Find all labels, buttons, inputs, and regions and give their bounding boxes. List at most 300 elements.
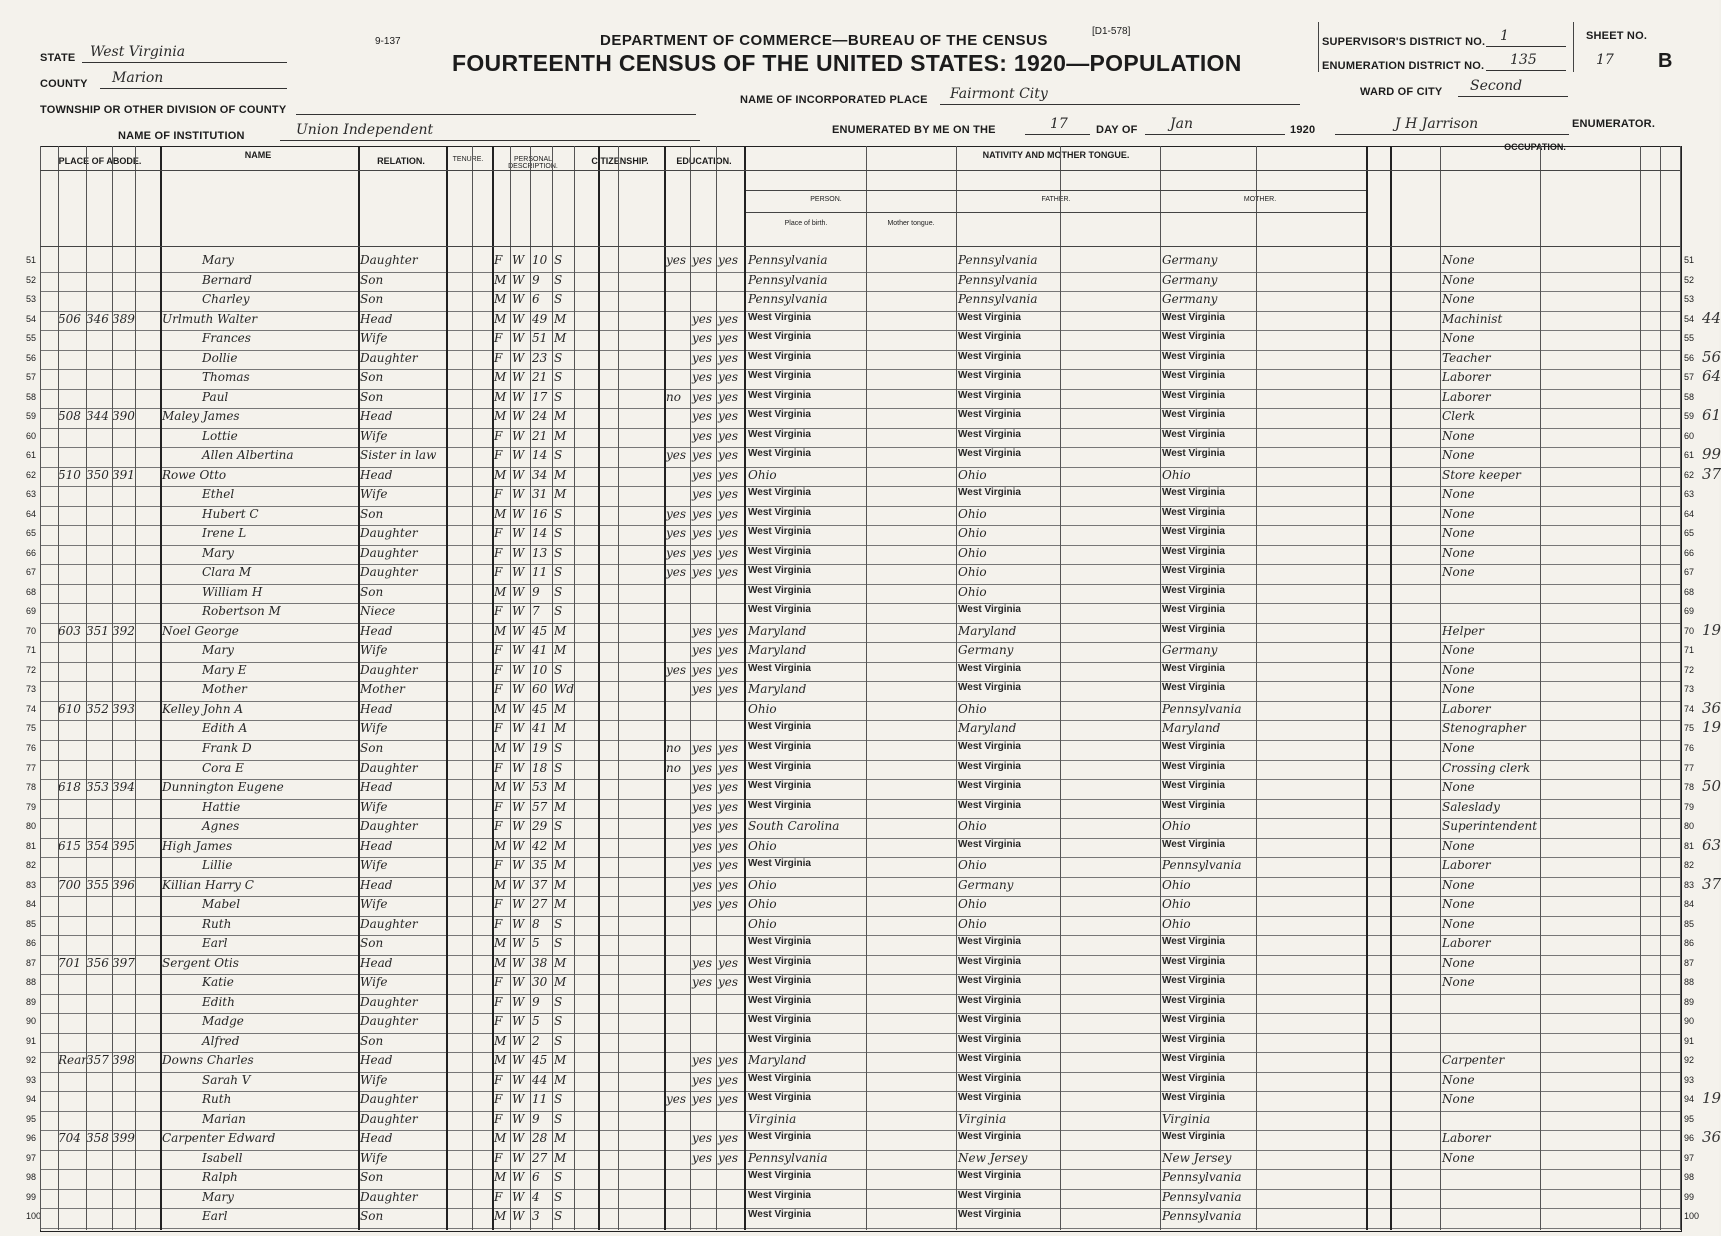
cell-f-birth: West Virginia (958, 799, 1021, 811)
cell-m-birth: West Virginia (1162, 311, 1225, 323)
cell-f-birth: Ohio (958, 858, 987, 873)
cell-m-birth: West Virginia (1162, 1014, 1225, 1026)
cell-m-birth: West Virginia (1162, 487, 1225, 499)
form-code: [D1-578] (1092, 26, 1131, 37)
cell-marital: M (554, 623, 567, 638)
cell-read: yes (692, 662, 713, 677)
enumerated-label: ENUMERATED BY ME ON THE (832, 124, 996, 136)
line-number-left: 81 (26, 840, 37, 851)
cell-occupation: Laborer (1442, 936, 1491, 951)
cell-f-birth: West Virginia (958, 409, 1021, 421)
line-number-right: 95 (1684, 1113, 1695, 1124)
line-number-right: 75 (1684, 723, 1695, 734)
cell-relation: Head (360, 623, 393, 638)
cell-dwelling: 344 (86, 409, 109, 424)
line-number-right: 89 (1684, 996, 1695, 1007)
cell-write: yes (718, 1150, 739, 1165)
cell-age: 17 (532, 389, 548, 404)
cell-sex: F (494, 994, 503, 1009)
cell-read: yes (692, 409, 713, 424)
line-number-left: 97 (26, 1152, 37, 1163)
cell-birth: West Virginia (748, 662, 811, 674)
cell-age: 23 (532, 350, 548, 365)
line-number-left: 91 (26, 1035, 37, 1046)
cell-name: Downs Charles (162, 1053, 254, 1068)
cell-f-birth: West Virginia (958, 350, 1021, 362)
line-number-right: 86 (1684, 938, 1695, 949)
cell-race: W (512, 1092, 525, 1107)
cell-f-birth: West Virginia (958, 311, 1021, 323)
cell-m-birth: Germany (1162, 272, 1218, 287)
cell-name: Mary (202, 643, 234, 658)
cell-relation: Daughter (360, 1092, 418, 1107)
cell-occupation: None (1442, 643, 1475, 658)
cell-write: yes (718, 799, 739, 814)
cell-read: yes (692, 780, 713, 795)
line-number-right: 64 (1684, 508, 1695, 519)
cell-read: yes (692, 955, 713, 970)
group-place-of-abode: PLACE OF ABODE. (58, 156, 142, 166)
cell-relation: Daughter (360, 1014, 418, 1029)
cell-birth: West Virginia (748, 1189, 811, 1201)
line-number-left: 63 (26, 489, 37, 500)
cell-m-birth: West Virginia (1162, 780, 1225, 792)
line-number-right: 93 (1684, 1074, 1695, 1085)
line-number-right: 58 (1684, 391, 1695, 402)
cell-relation: Head (360, 701, 393, 716)
cell-sex: F (494, 1111, 503, 1126)
line-number-right: 57 (1684, 372, 1695, 383)
line-number-left: 95 (26, 1113, 37, 1124)
cell-sex: F (494, 1150, 503, 1165)
cell-name: Katie (202, 975, 234, 990)
cell-marital: M (554, 409, 567, 424)
cell-school: yes (666, 1092, 687, 1107)
cell-birth: Virginia (748, 1111, 797, 1126)
cell-occupation: Laborer (1442, 858, 1491, 873)
cell-write: yes (718, 741, 739, 755)
cell-marital: M (554, 331, 567, 346)
cell-name: Paul (202, 389, 229, 404)
line-number-right: 52 (1684, 274, 1695, 285)
county-label: COUNTY (40, 78, 88, 90)
cell-sex: M (494, 1209, 507, 1224)
cell-race: W (512, 1150, 525, 1165)
cell-f-birth: Maryland (958, 721, 1017, 736)
cell-name: Lottie (202, 428, 238, 443)
cell-age: 6 (532, 292, 540, 307)
enum-district-value: 135 (1510, 52, 1537, 68)
cell-f-birth: West Virginia (958, 1189, 1021, 1201)
cell-name: Mary E (202, 662, 247, 677)
line-number-right: 56 (1684, 352, 1695, 363)
cell-m-birth: West Virginia (1162, 1131, 1225, 1143)
cell-marital: S (554, 760, 563, 775)
cell-write: yes (718, 487, 739, 502)
cell-birth: West Virginia (748, 975, 811, 987)
cell-birth: Maryland (748, 1053, 807, 1068)
cell-sex: M (494, 877, 507, 892)
cell-race: W (512, 1189, 525, 1204)
cell-marital: M (554, 897, 567, 912)
cell-race: W (512, 565, 525, 580)
cell-name: Ethel (202, 487, 235, 502)
cell-m-birth: Virginia (1162, 1111, 1211, 1126)
line-number-right: 65 (1684, 528, 1695, 539)
institution-value: Union Independent (296, 122, 434, 138)
cell-m-birth: West Virginia (1162, 799, 1225, 811)
cell-race: W (512, 955, 525, 970)
cell-race: W (512, 253, 525, 267)
line-number-left: 64 (26, 508, 37, 519)
cell-sex: F (494, 1014, 503, 1029)
line-number-right: 71 (1684, 645, 1695, 656)
cell-name: Noel George (162, 623, 239, 638)
cell-read: yes (692, 428, 713, 443)
cell-read: yes (692, 565, 713, 580)
cell-name: Isabell (202, 1150, 243, 1165)
cell-birth: West Virginia (748, 350, 811, 362)
cell-relation: Wife (360, 858, 388, 873)
cell-occupation: None (1442, 506, 1475, 521)
cell-name: Mother (202, 682, 247, 697)
line-number-right: 70 (1684, 625, 1695, 636)
cell-marital: S (554, 292, 563, 307)
cell-m-birth: West Virginia (1162, 545, 1225, 557)
cell-race: W (512, 389, 525, 404)
cell-sex: F (494, 897, 503, 912)
cell-birth: West Virginia (748, 955, 811, 967)
cell-relation: Wife (360, 643, 388, 658)
cell-sex: M (494, 389, 507, 404)
cell-school: yes (666, 565, 687, 580)
cell-f-birth: West Virginia (958, 1092, 1021, 1104)
cell-relation: Wife (360, 897, 388, 912)
cell-sex: F (494, 975, 503, 990)
cell-write: yes (718, 1131, 739, 1146)
cell-f-birth: Germany (958, 877, 1014, 892)
cell-f-birth: West Virginia (958, 604, 1021, 616)
line-number-right: 62 (1684, 469, 1695, 480)
cell-age: 31 (532, 487, 548, 502)
cell-age: 42 (532, 838, 548, 853)
cell-relation: Head (360, 877, 393, 892)
line-number-left: 76 (26, 743, 37, 753)
cell-occupation: None (1442, 955, 1475, 970)
cell-occupation: Carpenter (1442, 1053, 1505, 1068)
cell-house: 506 (58, 311, 81, 326)
cell-sex: F (494, 545, 503, 560)
cell-school: no (666, 741, 681, 755)
cell-f-birth: West Virginia (958, 1131, 1021, 1143)
cell-f-birth: Virginia (958, 1111, 1007, 1126)
cell-f-birth: Pennsylvania (958, 253, 1038, 267)
cell-age: 9 (532, 994, 540, 1009)
cell-marital: S (554, 1209, 563, 1224)
cell-marital: S (554, 1092, 563, 1107)
cell-marital: S (554, 389, 563, 404)
cell-write: yes (718, 1053, 739, 1068)
line-number-right: 68 (1684, 586, 1695, 597)
cell-relation: Head (360, 955, 393, 970)
cell-marital: M (554, 721, 567, 736)
cell-name: Ralph (202, 1170, 238, 1185)
cell-m-birth: West Virginia (1162, 448, 1225, 460)
cell-m-birth: West Virginia (1162, 936, 1225, 948)
cell-name: Cora E (202, 760, 244, 775)
side-margin-number: 19 (1702, 1089, 1721, 1108)
line-number-right: 81 (1684, 840, 1695, 851)
cell-age: 13 (532, 545, 548, 560)
cell-relation: Son (360, 272, 384, 287)
cell-occupation: None (1442, 1092, 1475, 1107)
cell-birth: West Virginia (748, 994, 811, 1006)
supervisor-label: SUPERVISOR'S DISTRICT NO. (1322, 36, 1486, 48)
cell-sex: M (494, 1053, 507, 1068)
cell-race: W (512, 272, 525, 287)
cell-birth: West Virginia (748, 428, 811, 440)
line-number-right: 91 (1684, 1035, 1695, 1046)
cell-race: W (512, 1209, 525, 1224)
cell-name: Urlmuth Walter (162, 311, 258, 326)
cell-name: Dunnington Eugene (162, 780, 284, 795)
group-tenure: TENURE. (452, 156, 484, 163)
cell-m-birth: New Jersey (1162, 1150, 1232, 1165)
cell-race: W (512, 994, 525, 1009)
line-number-left: 66 (26, 547, 37, 558)
cell-f-birth: West Virginia (958, 760, 1021, 772)
line-number-left: 75 (26, 723, 37, 734)
cell-sex: F (494, 526, 503, 541)
line-number-right: 79 (1684, 801, 1695, 812)
cell-marital: M (554, 311, 567, 326)
cell-school: yes (666, 545, 687, 560)
cell-marital: M (554, 858, 567, 873)
cell-occupation: None (1442, 975, 1475, 990)
institution-label: NAME OF INSTITUTION (118, 130, 245, 142)
cell-relation: Wife (360, 487, 388, 502)
cell-read: yes (692, 331, 713, 346)
cell-f-birth: Ohio (958, 506, 987, 521)
cell-relation: Son (360, 1209, 384, 1224)
cell-family: 390 (112, 409, 135, 424)
cell-occupation: Stenographer (1442, 721, 1526, 736)
cell-f-birth: West Virginia (958, 838, 1021, 850)
cell-m-birth: West Virginia (1162, 350, 1225, 362)
line-number-right: 100 (1684, 1211, 1700, 1222)
cell-write: yes (718, 682, 739, 697)
cell-name: Frances (202, 331, 251, 346)
side-margin-number: 56 (1702, 347, 1721, 366)
group-nativity: NATIVITY AND MOTHER TONGUE. (982, 150, 1130, 160)
line-number-left: 88 (26, 977, 37, 988)
cell-occupation: None (1442, 487, 1475, 502)
cell-birth: West Virginia (748, 604, 811, 616)
cell-birth: West Virginia (748, 1033, 811, 1045)
cell-m-birth: West Virginia (1162, 838, 1225, 850)
cell-sex: M (494, 506, 507, 521)
cell-name: Bernard (202, 272, 252, 287)
line-number-left: 61 (26, 450, 37, 461)
cell-marital: S (554, 604, 563, 619)
cell-read: yes (692, 858, 713, 873)
cell-age: 45 (532, 623, 548, 638)
cell-school: no (666, 389, 681, 404)
cell-read: yes (692, 506, 713, 521)
cell-birth: West Virginia (748, 565, 811, 577)
cell-relation: Wife (360, 1072, 388, 1087)
cell-read: yes (692, 819, 713, 834)
cell-birth: Ohio (748, 916, 777, 931)
cell-marital: S (554, 819, 563, 834)
cell-occupation: None (1442, 741, 1475, 755)
line-number-left: 59 (26, 411, 37, 422)
cell-school: yes (666, 526, 687, 541)
cell-m-birth: Pennsylvania (1162, 1189, 1242, 1204)
cell-m-birth: West Virginia (1162, 955, 1225, 967)
year-label: 1920 (1290, 124, 1316, 136)
cell-age: 29 (532, 819, 548, 834)
cell-house: 615 (58, 838, 81, 853)
cell-occupation: None (1442, 253, 1475, 267)
cell-relation: Daughter (360, 350, 418, 365)
form-number: 9-137 (375, 36, 401, 47)
cell-m-birth: Maryland (1162, 721, 1221, 736)
cell-birth: West Virginia (748, 1014, 811, 1026)
cell-sex: M (494, 623, 507, 638)
line-number-left: 90 (26, 1016, 37, 1027)
cell-m-birth: West Virginia (1162, 682, 1225, 694)
side-margin-number: 50 (1702, 777, 1721, 796)
cell-occupation: Helper (1442, 623, 1484, 638)
cell-name: Marian (202, 1111, 246, 1126)
cell-write: yes (718, 370, 739, 385)
cell-family: 397 (112, 955, 135, 970)
cell-marital: S (554, 565, 563, 580)
side-margin-number: 37 (1702, 464, 1721, 483)
cell-age: 2 (532, 1033, 540, 1048)
cell-name: Mary (202, 1189, 234, 1204)
cell-age: 44 (532, 1072, 548, 1087)
cell-write: yes (718, 565, 739, 580)
line-number-right: 53 (1684, 294, 1695, 305)
cell-sex: F (494, 643, 503, 658)
cell-sex: F (494, 565, 503, 580)
line-number-right: 60 (1684, 430, 1695, 441)
cell-f-birth: West Virginia (958, 1014, 1021, 1026)
cell-write: yes (718, 506, 739, 521)
cell-occupation: Laborer (1442, 1131, 1491, 1146)
cell-f-birth: West Virginia (958, 1072, 1021, 1084)
cell-f-birth: Ohio (958, 545, 987, 560)
cell-read: yes (692, 877, 713, 892)
cell-sex: M (494, 1131, 507, 1146)
cell-race: W (512, 1014, 525, 1029)
state-value: West Virginia (90, 44, 186, 60)
cell-marital: M (554, 838, 567, 853)
cell-f-birth: Ohio (958, 701, 987, 716)
cell-race: W (512, 741, 525, 755)
cell-name: Agnes (202, 819, 240, 834)
cell-birth: West Virginia (748, 1209, 811, 1221)
line-number-left: 80 (26, 821, 37, 832)
cell-sex: F (494, 760, 503, 775)
cell-house: 510 (58, 467, 81, 482)
sheet-side: B (1658, 50, 1673, 72)
line-number-right: 97 (1684, 1152, 1695, 1163)
sub-place-of-birth: Place of birth. (784, 220, 828, 227)
cell-age: 3 (532, 1209, 540, 1224)
cell-m-birth: Ohio (1162, 916, 1191, 931)
cell-name: Allen Albertina (202, 448, 294, 463)
cell-occupation: None (1442, 1150, 1475, 1165)
cell-m-birth: West Virginia (1162, 1092, 1225, 1104)
cell-birth: West Virginia (748, 311, 811, 323)
cell-race: W (512, 1072, 525, 1087)
cell-birth: West Virginia (748, 1092, 811, 1104)
cell-race: W (512, 819, 525, 834)
line-number-right: 85 (1684, 918, 1695, 929)
cell-dwelling: 350 (86, 467, 109, 482)
cell-marital: S (554, 1170, 563, 1185)
cell-name: Robertson M (202, 604, 281, 619)
cell-birth: West Virginia (748, 780, 811, 792)
cell-m-birth: West Virginia (1162, 526, 1225, 538)
line-number-left: 68 (26, 586, 37, 597)
cell-race: W (512, 545, 525, 560)
cell-m-birth: Pennsylvania (1162, 1209, 1242, 1224)
cell-age: 21 (532, 428, 548, 443)
cell-f-birth: West Virginia (958, 1209, 1021, 1221)
cell-f-birth: West Virginia (958, 741, 1021, 752)
cell-occupation: None (1442, 877, 1475, 892)
line-number-left: 99 (26, 1191, 37, 1202)
cell-read: yes (692, 741, 713, 755)
cell-m-birth: Pennsylvania (1162, 1170, 1242, 1185)
cell-occupation: Laborer (1442, 389, 1491, 404)
cell-birth: South Carolina (748, 819, 840, 834)
cell-school: yes (666, 253, 687, 267)
cell-sex: F (494, 350, 503, 365)
cell-f-birth: West Virginia (958, 487, 1021, 499)
line-number-left: 72 (26, 664, 37, 675)
line-number-left: 89 (26, 996, 37, 1007)
cell-race: W (512, 721, 525, 736)
group-relation: RELATION. (377, 156, 425, 166)
line-number-right: 74 (1684, 703, 1695, 714)
cell-age: 14 (532, 526, 548, 541)
cell-read: yes (692, 643, 713, 658)
line-number-left: 51 (26, 255, 37, 265)
cell-read: yes (692, 838, 713, 853)
cell-family: 396 (112, 877, 135, 892)
cell-marital: M (554, 1150, 567, 1165)
cell-occupation: None (1442, 428, 1475, 443)
cell-age: 5 (532, 1014, 540, 1029)
cell-race: W (512, 662, 525, 677)
line-number-left: 86 (26, 938, 37, 949)
cell-sex: M (494, 701, 507, 716)
cell-read: yes (692, 448, 713, 463)
cell-name: Rowe Otto (162, 467, 227, 482)
incorporated-value: Fairmont City (950, 86, 1048, 102)
line-number-left: 85 (26, 918, 37, 929)
cell-age: 38 (532, 955, 548, 970)
cell-name: Mary (202, 253, 234, 267)
cell-name: Kelley John A (162, 701, 244, 716)
cell-name: Mabel (202, 897, 241, 912)
cell-birth: West Virginia (748, 799, 811, 811)
